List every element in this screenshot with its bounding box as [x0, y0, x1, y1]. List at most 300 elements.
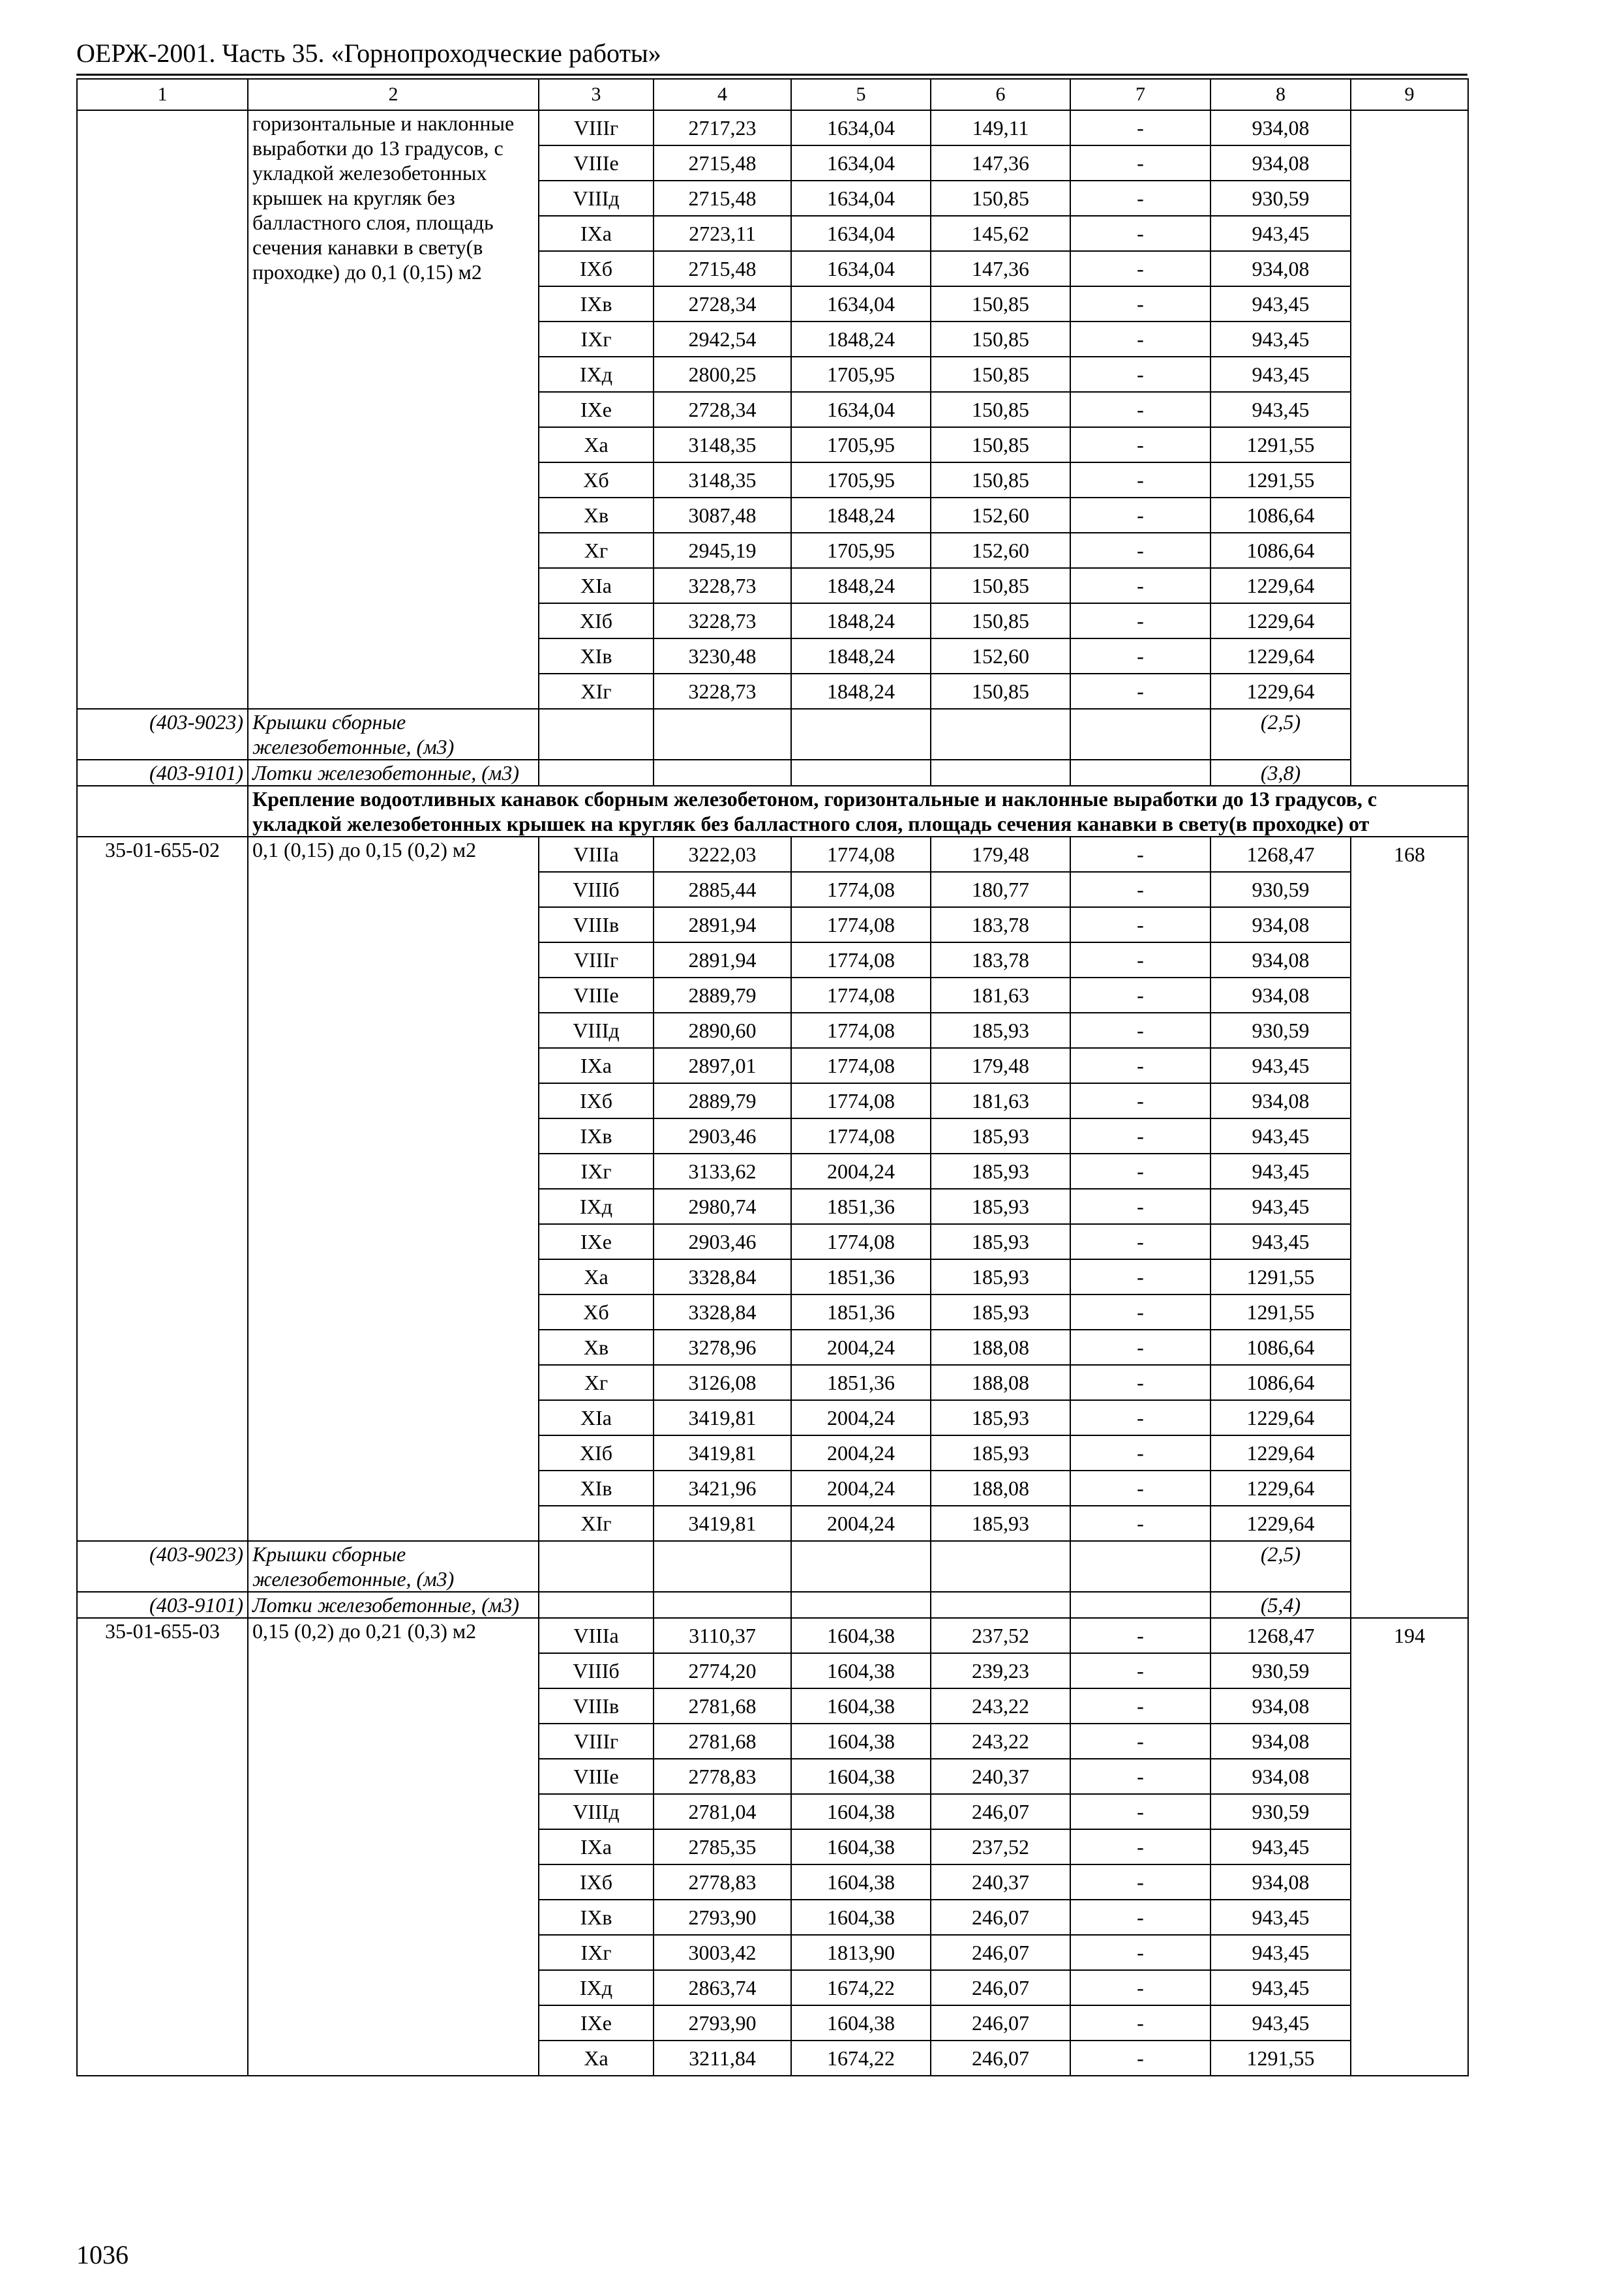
- machine-cost: 150,85: [931, 357, 1070, 392]
- machinist-wages: -: [1070, 1224, 1210, 1259]
- column-number: 5: [791, 79, 931, 110]
- machine-cost: 179,48: [931, 1048, 1070, 1083]
- soil-category: XIв: [539, 638, 654, 674]
- empty-cell: [931, 1592, 1070, 1618]
- wages: 2004,24: [791, 1471, 931, 1506]
- soil-category: Xг: [539, 533, 654, 568]
- machinist-wages: -: [1070, 2041, 1210, 2076]
- machinist-wages: -: [1070, 1471, 1210, 1506]
- labor-cost: 194: [1351, 1618, 1468, 2076]
- soil-category: IXд: [539, 1189, 654, 1224]
- machine-cost: 150,85: [931, 462, 1070, 498]
- wages: 1848,24: [791, 322, 931, 357]
- soil-category: Xв: [539, 1330, 654, 1365]
- total-cost: 2890,60: [654, 1013, 791, 1048]
- machinist-wages: -: [1070, 251, 1210, 286]
- total-cost: 2728,34: [654, 286, 791, 322]
- soil-category: VIIIб: [539, 1653, 654, 1688]
- total-cost: 2945,19: [654, 533, 791, 568]
- materials-cost: 1291,55: [1210, 2041, 1351, 2076]
- total-cost: 2785,35: [654, 1829, 791, 1864]
- materials-cost: 1229,64: [1210, 1471, 1351, 1506]
- machine-cost: 188,08: [931, 1365, 1070, 1400]
- machine-cost: 185,93: [931, 1435, 1070, 1471]
- empty-cell: [791, 1592, 931, 1618]
- wages: 1774,08: [791, 1048, 931, 1083]
- column-number: 6: [931, 79, 1070, 110]
- soil-category: XIб: [539, 603, 654, 638]
- wages: 1634,04: [791, 181, 931, 216]
- soil-category: IXв: [539, 1118, 654, 1154]
- machine-cost: 240,37: [931, 1759, 1070, 1794]
- materials-cost: 943,45: [1210, 286, 1351, 322]
- machinist-wages: -: [1070, 568, 1210, 603]
- wages: 1774,08: [791, 942, 931, 978]
- machinist-wages: -: [1070, 1506, 1210, 1541]
- materials-cost: 930,59: [1210, 1794, 1351, 1829]
- wages: 1705,95: [791, 357, 931, 392]
- total-cost: 2793,90: [654, 2005, 791, 2041]
- soil-category: VIIIг: [539, 110, 654, 145]
- empty-cell: [931, 1541, 1070, 1592]
- machine-cost: 243,22: [931, 1724, 1070, 1759]
- soil-category: VIIIе: [539, 1759, 654, 1794]
- total-cost: 3211,84: [654, 2041, 791, 2076]
- materials-cost: 1086,64: [1210, 1365, 1351, 1400]
- soil-category: IXб: [539, 1083, 654, 1118]
- total-cost: 2891,94: [654, 907, 791, 942]
- machine-cost: 150,85: [931, 427, 1070, 462]
- wages: 1634,04: [791, 216, 931, 251]
- soil-category: IXе: [539, 2005, 654, 2041]
- wages: 1604,38: [791, 1618, 931, 1653]
- wages: 1634,04: [791, 110, 931, 145]
- machinist-wages: -: [1070, 462, 1210, 498]
- total-cost: 3228,73: [654, 674, 791, 709]
- wages: 2004,24: [791, 1330, 931, 1365]
- material-quantity: (5,4): [1210, 1592, 1351, 1618]
- total-cost: 2863,74: [654, 1970, 791, 2005]
- page-number: 1036: [76, 2240, 128, 2269]
- total-cost: 3328,84: [654, 1259, 791, 1294]
- machinist-wages: -: [1070, 1435, 1210, 1471]
- machinist-wages: -: [1070, 1759, 1210, 1794]
- soil-category: Xа: [539, 1259, 654, 1294]
- machine-cost: 246,07: [931, 1970, 1070, 2005]
- total-cost: 3228,73: [654, 603, 791, 638]
- empty-cell: [539, 760, 654, 786]
- materials-cost: 930,59: [1210, 181, 1351, 216]
- material-quantity: (2,5): [1210, 709, 1351, 760]
- machinist-wages: -: [1070, 1688, 1210, 1724]
- total-cost: 2891,94: [654, 942, 791, 978]
- machine-cost: 185,93: [931, 1224, 1070, 1259]
- materials-cost: 1291,55: [1210, 1294, 1351, 1330]
- materials-cost: 943,45: [1210, 322, 1351, 357]
- machinist-wages: -: [1070, 1154, 1210, 1189]
- machine-cost: 150,85: [931, 568, 1070, 603]
- total-cost: 3148,35: [654, 427, 791, 462]
- soil-category: XIг: [539, 1506, 654, 1541]
- soil-category: VIIIд: [539, 1794, 654, 1829]
- wages: 2004,24: [791, 1435, 931, 1471]
- materials-cost: 943,45: [1210, 2005, 1351, 2041]
- material-code: (403-9101): [77, 1592, 248, 1618]
- machine-cost: 150,85: [931, 674, 1070, 709]
- machine-cost: 185,93: [931, 1259, 1070, 1294]
- total-cost: 2723,11: [654, 216, 791, 251]
- materials-cost: 943,45: [1210, 216, 1351, 251]
- material-name: Крышки сборные железобетонные, (м3): [248, 1541, 539, 1592]
- machine-cost: 185,93: [931, 1189, 1070, 1224]
- materials-cost: 943,45: [1210, 1829, 1351, 1864]
- machinist-wages: -: [1070, 1118, 1210, 1154]
- total-cost: 2715,48: [654, 181, 791, 216]
- table-row: [77, 1618, 1468, 1653]
- empty-cell: [791, 760, 931, 786]
- empty-cell: [77, 786, 248, 837]
- machinist-wages: -: [1070, 1935, 1210, 1970]
- wages: 1774,08: [791, 978, 931, 1013]
- total-cost: 2903,46: [654, 1224, 791, 1259]
- soil-category: VIIIг: [539, 942, 654, 978]
- total-cost: 3421,96: [654, 1471, 791, 1506]
- machinist-wages: -: [1070, 1900, 1210, 1935]
- machine-cost: 237,52: [931, 1829, 1070, 1864]
- total-cost: 3148,35: [654, 462, 791, 498]
- machine-cost: 147,36: [931, 251, 1070, 286]
- materials-cost: 934,08: [1210, 942, 1351, 978]
- column-number: 8: [1210, 79, 1351, 110]
- section-title: Крепление водоотливных канавок сборным железобетоном, горизонтальные и наклонные выработки до 13 градусов, с укладкой железобетонных крышек на кругляк без балластного слоя, площадь сечения канавки в свету(в проходке) от: [248, 786, 1468, 837]
- wages: 1848,24: [791, 674, 931, 709]
- machinist-wages: -: [1070, 1829, 1210, 1864]
- total-cost: 3126,08: [654, 1365, 791, 1400]
- empty-cell: [539, 1592, 654, 1618]
- work-description: горизонтальные и наклонные выработки до 13 градусов, с укладкой железобетонных крышек на кругляк без балластного слоя, площадь сечения канавки в свету(в проходке) до 0,1 (0,15) м2: [248, 110, 539, 709]
- labor-cost: [1351, 110, 1468, 786]
- materials-cost: 1291,55: [1210, 462, 1351, 498]
- wages: 1604,38: [791, 1724, 931, 1759]
- materials-cost: 943,45: [1210, 1189, 1351, 1224]
- wages: 1634,04: [791, 145, 931, 181]
- total-cost: 2942,54: [654, 322, 791, 357]
- labor-cost: 168: [1351, 837, 1468, 1618]
- soil-category: VIIIв: [539, 1688, 654, 1724]
- material-name: Лотки железобетонные, (м3): [248, 1592, 539, 1618]
- total-cost: 2889,79: [654, 1083, 791, 1118]
- machine-cost: 152,60: [931, 533, 1070, 568]
- materials-cost: 934,08: [1210, 145, 1351, 181]
- machinist-wages: -: [1070, 110, 1210, 145]
- total-cost: 3133,62: [654, 1154, 791, 1189]
- total-cost: 3328,84: [654, 1294, 791, 1330]
- machinist-wages: -: [1070, 1083, 1210, 1118]
- soil-category: IXа: [539, 1048, 654, 1083]
- table-row: [77, 837, 1468, 872]
- machinist-wages: -: [1070, 427, 1210, 462]
- machine-cost: 188,08: [931, 1330, 1070, 1365]
- total-cost: 2793,90: [654, 1900, 791, 1935]
- machinist-wages: -: [1070, 1294, 1210, 1330]
- soil-category: XIб: [539, 1435, 654, 1471]
- machine-cost: 246,07: [931, 1900, 1070, 1935]
- wages: 1705,95: [791, 427, 931, 462]
- machine-cost: 240,37: [931, 1864, 1070, 1900]
- material-row: [77, 760, 1468, 786]
- machine-cost: 150,85: [931, 286, 1070, 322]
- machine-cost: 150,85: [931, 392, 1070, 427]
- wages: 1604,38: [791, 1759, 931, 1794]
- total-cost: 2781,04: [654, 1794, 791, 1829]
- materials-cost: 943,45: [1210, 1900, 1351, 1935]
- wages: 1774,08: [791, 1118, 931, 1154]
- machine-cost: 149,11: [931, 110, 1070, 145]
- wages: 1604,38: [791, 1829, 931, 1864]
- soil-category: Xб: [539, 1294, 654, 1330]
- soil-category: XIа: [539, 1400, 654, 1435]
- materials-cost: 1229,64: [1210, 568, 1351, 603]
- wages: 1774,08: [791, 1224, 931, 1259]
- rate-code: [77, 110, 248, 709]
- total-cost: 3228,73: [654, 568, 791, 603]
- machine-cost: 185,93: [931, 1118, 1070, 1154]
- machine-cost: 246,07: [931, 1794, 1070, 1829]
- machinist-wages: -: [1070, 603, 1210, 638]
- empty-cell: [654, 709, 791, 760]
- machinist-wages: -: [1070, 674, 1210, 709]
- empty-cell: [791, 709, 931, 760]
- total-cost: 3419,81: [654, 1400, 791, 1435]
- wages: 1705,95: [791, 462, 931, 498]
- machinist-wages: -: [1070, 392, 1210, 427]
- materials-cost: 930,59: [1210, 872, 1351, 907]
- machinist-wages: -: [1070, 907, 1210, 942]
- machine-cost: 246,07: [931, 1935, 1070, 1970]
- machine-cost: 185,93: [931, 1154, 1070, 1189]
- materials-cost: 1086,64: [1210, 1330, 1351, 1365]
- machinist-wages: -: [1070, 2005, 1210, 2041]
- machinist-wages: -: [1070, 357, 1210, 392]
- soil-category: Xб: [539, 462, 654, 498]
- machinist-wages: -: [1070, 1013, 1210, 1048]
- materials-cost: 943,45: [1210, 1118, 1351, 1154]
- total-cost: 2889,79: [654, 978, 791, 1013]
- machinist-wages: -: [1070, 638, 1210, 674]
- empty-cell: [1070, 709, 1210, 760]
- machine-cost: 237,52: [931, 1618, 1070, 1653]
- machinist-wages: -: [1070, 286, 1210, 322]
- machinist-wages: -: [1070, 1864, 1210, 1900]
- wages: 1774,08: [791, 837, 931, 872]
- total-cost: 2778,83: [654, 1759, 791, 1794]
- machinist-wages: -: [1070, 1365, 1210, 1400]
- soil-category: IXб: [539, 1864, 654, 1900]
- empty-cell: [1070, 760, 1210, 786]
- materials-cost: 1268,47: [1210, 837, 1351, 872]
- soil-category: XIа: [539, 568, 654, 603]
- column-number: 4: [654, 79, 791, 110]
- materials-cost: 943,45: [1210, 1048, 1351, 1083]
- soil-category: VIIIг: [539, 1724, 654, 1759]
- wages: 1674,22: [791, 1970, 931, 2005]
- soil-category: VIIIа: [539, 837, 654, 872]
- materials-cost: 1229,64: [1210, 674, 1351, 709]
- empty-cell: [539, 709, 654, 760]
- wages: 1604,38: [791, 1864, 931, 1900]
- total-cost: 2717,23: [654, 110, 791, 145]
- material-row: [77, 1592, 1468, 1618]
- machine-cost: 150,85: [931, 322, 1070, 357]
- wages: 1705,95: [791, 533, 931, 568]
- soil-category: Xг: [539, 1365, 654, 1400]
- machinist-wages: -: [1070, 145, 1210, 181]
- soil-category: Xа: [539, 2041, 654, 2076]
- soil-category: VIIIе: [539, 978, 654, 1013]
- materials-cost: 934,08: [1210, 978, 1351, 1013]
- empty-cell: [931, 709, 1070, 760]
- total-cost: 2781,68: [654, 1688, 791, 1724]
- wages: 1634,04: [791, 251, 931, 286]
- materials-cost: 934,08: [1210, 1083, 1351, 1118]
- wages: 2004,24: [791, 1506, 931, 1541]
- empty-cell: [1070, 1541, 1210, 1592]
- machinist-wages: -: [1070, 322, 1210, 357]
- machinist-wages: -: [1070, 533, 1210, 568]
- soil-category: VIIIв: [539, 907, 654, 942]
- wages: 1848,24: [791, 568, 931, 603]
- soil-category: XIг: [539, 674, 654, 709]
- section-row: [77, 786, 1468, 837]
- soil-category: IXд: [539, 357, 654, 392]
- machine-cost: 243,22: [931, 1688, 1070, 1724]
- wages: 2004,24: [791, 1154, 931, 1189]
- machinist-wages: -: [1070, 1618, 1210, 1653]
- total-cost: 2774,20: [654, 1653, 791, 1688]
- materials-cost: 1268,47: [1210, 1618, 1351, 1653]
- materials-cost: 1086,64: [1210, 498, 1351, 533]
- wages: 1848,24: [791, 603, 931, 638]
- material-code: (403-9101): [77, 760, 248, 786]
- wages: 1604,38: [791, 1900, 931, 1935]
- wages: 1851,36: [791, 1189, 931, 1224]
- machine-cost: 181,63: [931, 978, 1070, 1013]
- soil-category: IXв: [539, 1900, 654, 1935]
- wages: 1813,90: [791, 1935, 931, 1970]
- machinist-wages: -: [1070, 1794, 1210, 1829]
- wages: 1604,38: [791, 2005, 931, 2041]
- soil-category: Xв: [539, 498, 654, 533]
- wages: 1774,08: [791, 1083, 931, 1118]
- materials-cost: 1086,64: [1210, 533, 1351, 568]
- wages: 1848,24: [791, 638, 931, 674]
- soil-category: IXв: [539, 286, 654, 322]
- work-description: 0,1 (0,15) до 0,15 (0,2) м2: [248, 837, 539, 1541]
- materials-cost: 943,45: [1210, 1970, 1351, 2005]
- machine-cost: 239,23: [931, 1653, 1070, 1688]
- total-cost: 2781,68: [654, 1724, 791, 1759]
- materials-cost: 930,59: [1210, 1013, 1351, 1048]
- machinist-wages: -: [1070, 498, 1210, 533]
- empty-cell: [539, 1541, 654, 1592]
- machinist-wages: -: [1070, 1400, 1210, 1435]
- soil-category: VIIIб: [539, 872, 654, 907]
- machine-cost: 183,78: [931, 907, 1070, 942]
- machinist-wages: -: [1070, 181, 1210, 216]
- soil-category: IXа: [539, 1829, 654, 1864]
- table-row: [77, 110, 1468, 145]
- total-cost: 3230,48: [654, 638, 791, 674]
- total-cost: 3087,48: [654, 498, 791, 533]
- machine-cost: 145,62: [931, 216, 1070, 251]
- machine-cost: 150,85: [931, 603, 1070, 638]
- total-cost: 2728,34: [654, 392, 791, 427]
- machine-cost: 185,93: [931, 1400, 1070, 1435]
- wages: 1604,38: [791, 1688, 931, 1724]
- materials-cost: 934,08: [1210, 1724, 1351, 1759]
- soil-category: VIIIд: [539, 181, 654, 216]
- wages: 1604,38: [791, 1794, 931, 1829]
- total-cost: 3003,42: [654, 1935, 791, 1970]
- total-cost: 3222,03: [654, 837, 791, 872]
- materials-cost: 1229,64: [1210, 638, 1351, 674]
- wages: 1634,04: [791, 286, 931, 322]
- rates-table: [76, 78, 1469, 2076]
- machine-cost: 150,85: [931, 181, 1070, 216]
- material-code: (403-9023): [77, 709, 248, 760]
- work-description: 0,15 (0,2) до 0,21 (0,3) м2: [248, 1618, 539, 2076]
- total-cost: 2715,48: [654, 145, 791, 181]
- total-cost: 2800,25: [654, 357, 791, 392]
- machine-cost: 188,08: [931, 1471, 1070, 1506]
- wages: 1604,38: [791, 1653, 931, 1688]
- machine-cost: 183,78: [931, 942, 1070, 978]
- wages: 1774,08: [791, 1013, 931, 1048]
- column-number: 3: [539, 79, 654, 110]
- materials-cost: 1229,64: [1210, 1506, 1351, 1541]
- machinist-wages: -: [1070, 1048, 1210, 1083]
- column-number-row: [77, 79, 1468, 110]
- materials-cost: 1291,55: [1210, 1259, 1351, 1294]
- header-rule: [76, 74, 1467, 76]
- materials-cost: 943,45: [1210, 357, 1351, 392]
- machine-cost: 180,77: [931, 872, 1070, 907]
- page-header: ОЕРЖ-2001. Часть 35. «Горнопроходческие работы»: [76, 38, 661, 68]
- material-row: [77, 709, 1468, 760]
- machine-cost: 246,07: [931, 2041, 1070, 2076]
- total-cost: 2778,83: [654, 1864, 791, 1900]
- total-cost: 3110,37: [654, 1618, 791, 1653]
- total-cost: 2715,48: [654, 251, 791, 286]
- soil-category: IXб: [539, 251, 654, 286]
- soil-category: Xа: [539, 427, 654, 462]
- materials-cost: 1229,64: [1210, 1400, 1351, 1435]
- materials-cost: 943,45: [1210, 1224, 1351, 1259]
- soil-category: IXг: [539, 322, 654, 357]
- machinist-wages: -: [1070, 872, 1210, 907]
- machine-cost: 185,93: [931, 1013, 1070, 1048]
- wages: 2004,24: [791, 1400, 931, 1435]
- machine-cost: 179,48: [931, 837, 1070, 872]
- total-cost: 2885,44: [654, 872, 791, 907]
- soil-category: VIIIд: [539, 1013, 654, 1048]
- machinist-wages: -: [1070, 942, 1210, 978]
- soil-category: IXе: [539, 1224, 654, 1259]
- material-quantity: (2,5): [1210, 1541, 1351, 1592]
- material-name: Лотки железобетонные, (м3): [248, 760, 539, 786]
- empty-cell: [654, 1541, 791, 1592]
- column-number: 9: [1351, 79, 1468, 110]
